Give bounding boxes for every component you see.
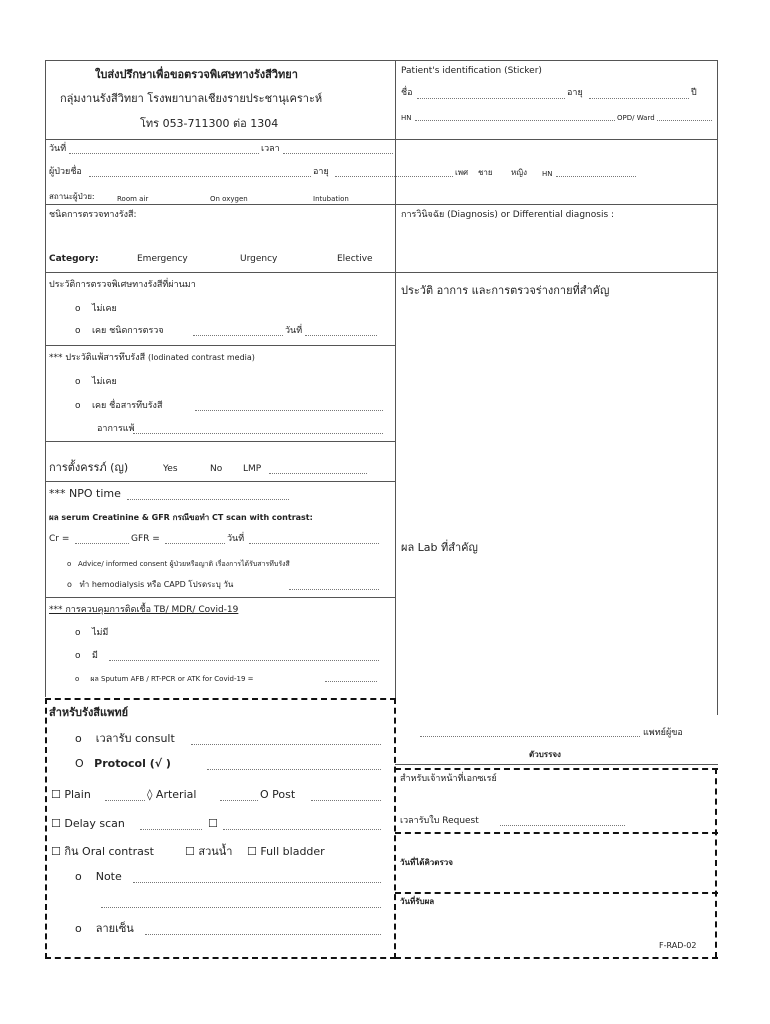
consult-time-text: เวลารับ consult — [95, 732, 175, 745]
category-elective-option[interactable]: Elective — [337, 254, 373, 264]
date-field[interactable] — [69, 153, 259, 154]
infection-none-text: ไม่มี — [91, 628, 109, 638]
lab-result-label: ผล Lab ที่สำคัญ — [401, 541, 478, 554]
note-field-2[interactable] — [101, 907, 381, 908]
signature-text: ลายเซ็น — [95, 922, 134, 935]
plain-field[interactable] — [105, 800, 145, 801]
sticker-hn-label: HN — [401, 114, 412, 122]
category-label: Category: — [49, 254, 99, 264]
delay-scan-field[interactable] — [140, 829, 202, 830]
arterial-field[interactable] — [220, 800, 258, 801]
note-text: Note — [95, 870, 122, 883]
allergy-ever-option[interactable]: o เคย ชื่อสารทึบรังสี — [75, 401, 163, 411]
status-intubation-option[interactable]: Intubation — [313, 195, 349, 203]
pregnancy-yes-option[interactable]: Yes — [163, 464, 178, 474]
protocol-field[interactable] — [207, 769, 381, 770]
patient-name-field[interactable] — [89, 176, 311, 177]
dialysis-text: ทำ hemodialysis หรือ CAPD โปรดระบุ วัน — [79, 580, 234, 589]
department-phone: โทร 053-711300 ต่อ 1304 — [140, 117, 279, 130]
form-code: F-RAD-02 — [659, 941, 697, 950]
infection-result-text: ผล Sputum AFB / RT-PCR or ATK for Covid-19 = — [90, 675, 254, 683]
diagnosis-label: การวินิจฉัย (Diagnosis) or Differential diagnosis : — [401, 210, 615, 220]
sex-male-option[interactable]: ชาย — [478, 168, 493, 177]
allergy-never-text: ไม่เคย — [91, 377, 117, 387]
sticker-opd-label: OPD/ Ward — [617, 114, 655, 122]
delay-scan-checkbox[interactable]: ☐ Delay scan — [51, 817, 125, 830]
protocol-text: Protocol (√ ) — [94, 757, 171, 770]
gfr-field[interactable] — [165, 543, 225, 544]
consult-form — [45, 60, 718, 960]
note-field-1[interactable] — [133, 882, 381, 883]
pregnancy-no-option[interactable]: No — [210, 464, 223, 474]
post-field[interactable] — [311, 800, 381, 801]
consult-time-field[interactable] — [191, 744, 381, 745]
patient-status-label: สถานะผู้ป่วย: — [49, 192, 95, 201]
patient-age-label: อายุ — [313, 167, 329, 177]
patient-name-label: ผู้ป่วยชื่อ — [49, 167, 82, 177]
cr-field[interactable] — [75, 543, 129, 544]
sex-female-option[interactable]: หญิง — [511, 168, 527, 177]
dialysis-date-field[interactable] — [289, 589, 379, 590]
history-title: ประวัติการตรวจพิเศษทางรังสีที่ผ่านมา — [49, 280, 196, 290]
status-on-oxygen-option[interactable]: On oxygen — [210, 195, 248, 203]
history-date-field[interactable] — [305, 335, 377, 336]
time-field[interactable] — [283, 153, 393, 154]
allergy-title-th: *** ประวัติแพ้สารทึบรังสี — [49, 353, 146, 363]
full-bladder-checkbox[interactable]: ☐ Full bladder — [247, 845, 325, 858]
history-ever-option[interactable]: o เคย ชนิดการตรวจ — [75, 326, 164, 336]
oral-contrast-checkbox[interactable]: ☐ กิน Oral contrast — [51, 845, 154, 858]
sticker-opd-field[interactable] — [657, 120, 712, 121]
npo-field[interactable] — [127, 499, 289, 500]
creatinine-title: ผล serum Creatinine & GFR กรณีขอทำ CT scan with contrast: — [49, 513, 313, 522]
arterial-checkbox[interactable]: ◊ Arterial — [147, 788, 197, 801]
signature-label: o ลายเซ็น — [75, 922, 134, 935]
form-title: ใบส่งปรึกษาเพื่อขอตรวจพิเศษทางรังสีวิทยา — [95, 68, 298, 81]
category-emergency-option[interactable]: Emergency — [137, 254, 188, 264]
allergy-never-option[interactable]: o ไม่เคย — [75, 377, 117, 387]
history-date-label: วันที่ — [285, 326, 303, 336]
allergy-symptom-field[interactable] — [133, 433, 383, 434]
allergy-title — [49, 352, 255, 364]
history-never-text: ไม่เคย — [91, 304, 117, 314]
npo-label: *** NPO time — [49, 487, 121, 500]
creatinine-date-label: วันที่ — [227, 534, 245, 544]
enema-checkbox[interactable]: ☐ สวนน้ำ — [185, 845, 233, 858]
infection-result-field[interactable] — [325, 681, 377, 682]
infection-title: *** การควบคุมการติดเชื้อ TB/ MDR/ Covid-19 — [49, 605, 239, 615]
allergy-title-en: (Iodinated contrast media) — [148, 353, 255, 362]
requester-doctor-label: แพทย์ผู้ขอ — [643, 728, 683, 738]
advice-option[interactable]: o Advice/ informed consent ผู้ป่วยหรือญาติ เรื่องการได้รับสารทึบรังสี — [67, 560, 290, 568]
dialysis-option[interactable]: o ทำ hemodialysis หรือ CAPD โปรดระบุ วัน — [67, 580, 234, 589]
patient-age-field[interactable] — [335, 176, 453, 177]
lmp-field[interactable] — [269, 473, 367, 474]
sticker-hn-field[interactable] — [415, 120, 615, 121]
xray-staff-title: สำหรับเจ้าหน้าที่เอกซเรย์ — [400, 774, 497, 784]
lmp-label: LMP — [243, 464, 262, 474]
signature-field[interactable] — [145, 934, 381, 935]
queue-date-label: วันที่ได้คิวตรวจ — [400, 858, 453, 867]
hn-field[interactable] — [556, 176, 636, 177]
infection-none-option[interactable]: o ไม่มี — [75, 628, 109, 638]
sticker-year-unit: ปี — [691, 88, 697, 98]
plain-checkbox[interactable]: ☐ Plain — [51, 788, 91, 801]
sticker-age-label: อายุ — [567, 88, 583, 98]
request-received-field[interactable] — [500, 825, 625, 826]
radiologist-title: สำหรับรังสีแพทย์ — [49, 706, 129, 719]
advice-text: Advice/ informed consent ผู้ป่วยหรือญาติ เรื่องการได้รับสารทึบรังสี — [77, 560, 290, 568]
pregnancy-label: การตั้งครรภ์ (ญ) — [49, 461, 129, 474]
creatinine-date-field[interactable] — [249, 543, 379, 544]
protocol-label: O Protocol (√ ) — [75, 757, 171, 770]
sticker-title: Patient's identification (Sticker) — [401, 66, 542, 76]
history-exam-field[interactable] — [193, 335, 283, 336]
hn-label: HN — [542, 170, 553, 178]
sticker-name-field[interactable] — [417, 98, 565, 99]
history-ever-text: เคย ชนิดการตรวจ — [91, 326, 164, 336]
infection-detail-field[interactable] — [109, 660, 379, 661]
infection-result-option[interactable]: o ผล Sputum AFB / RT-PCR or ATK for Covid-19 = — [75, 675, 254, 683]
other-checkbox[interactable]: ☐ — [208, 817, 218, 830]
exam-type-label: ชนิดการตรวจทางรังสี: — [49, 210, 137, 220]
gfr-label: GFR = — [131, 534, 160, 544]
time-label: เวลา — [261, 144, 280, 154]
date-label: วันที่ — [49, 144, 67, 154]
sticker-name-label: ชื่อ — [401, 88, 413, 98]
other-field[interactable] — [223, 829, 381, 830]
department-name: กลุ่มงานรังสีวิทยา โรงพยาบาลเชียงรายประชานุเคราะห์ — [60, 92, 323, 105]
history-never-option[interactable]: o ไม่เคย — [75, 304, 117, 314]
print-name-label: ตัวบรรจง — [529, 750, 561, 759]
cr-label: Cr = — [49, 534, 70, 544]
result-date-label: วันที่รับผล — [400, 897, 435, 906]
category-urgency-option[interactable]: Urgency — [240, 254, 278, 264]
note-label: o Note — [75, 870, 122, 883]
sticker-age-field[interactable] — [589, 98, 689, 99]
requester-signature-field[interactable] — [420, 736, 640, 737]
infection-has-option[interactable]: o มี — [75, 651, 98, 661]
post-checkbox[interactable]: O Post — [260, 788, 296, 801]
consult-time-label: o เวลารับ consult — [75, 732, 175, 745]
sex-label: เพศ — [455, 168, 469, 177]
allergy-ever-text: เคย ชื่อสารทึบรังสี — [91, 401, 163, 411]
clinical-history-label: ประวัติ อาการ และการตรวจร่างกายที่สำคัญ — [401, 284, 610, 297]
allergy-symptom-label: อาการแพ้ — [97, 424, 135, 434]
request-received-label: เวลารับใบ Request — [400, 816, 479, 826]
allergy-contrast-field[interactable] — [195, 410, 383, 411]
infection-has-text: มี — [91, 651, 98, 661]
status-room-air-option[interactable]: Room air — [117, 195, 149, 203]
